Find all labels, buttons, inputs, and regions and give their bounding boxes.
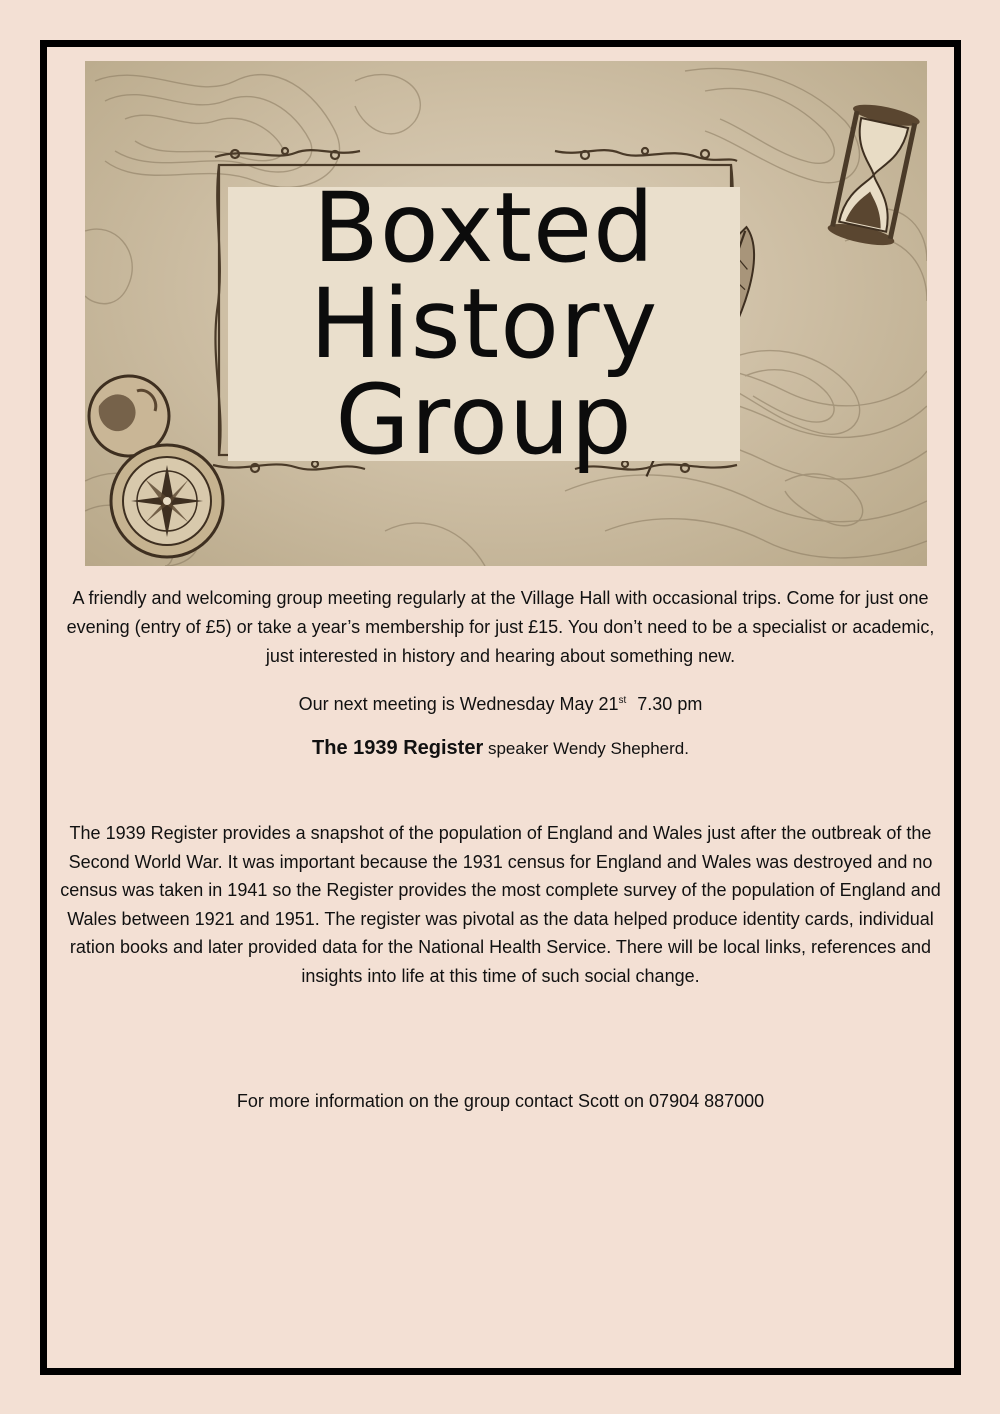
title-banner xyxy=(85,61,927,566)
title-line-2: History xyxy=(309,268,659,380)
next-meeting-line xyxy=(57,688,944,717)
globe-icon xyxy=(89,376,169,456)
next-meeting-date: Our next meeting is Wednesday May 21 xyxy=(298,694,619,714)
compass-icon xyxy=(111,445,223,557)
talk-speaker: speaker Wendy Shepherd. xyxy=(483,739,689,758)
talk-line xyxy=(57,733,944,765)
talk-description: The 1939 Register provides a snapshot of the population of England and Wales just after the outbreak of the Second World War. It was important because the 1931 census for England and Wales was destroyed and no census was taken in 1941 so the Register provides the most complete survey of the population of England and Wales between 1921 and 1951. The register was pivotal as the data helped produce identity cards, individual ration books and later provided data for the National Health Service. There will be local links, references and insights into life at this time of such social change. xyxy=(60,823,941,986)
title-line-1: Boxted xyxy=(312,172,656,284)
contact-line: For more information on the group contact Scott on 07904 887000 xyxy=(236,1091,765,1111)
intro-paragraph: A friendly and welcoming group meeting regularly at the Village Hall with occasional trips. Come for just one evening (entry of £5) or take a year’s membership for just £15. You don’t need to be a specialist or academic, just interested in history and hearing about something new. xyxy=(66,588,935,666)
date-ordinal: st xyxy=(618,695,627,706)
title-line-3: Group xyxy=(335,364,633,476)
talk-title: The 1939 Register xyxy=(312,737,484,759)
next-meeting-time: 7.30 pm xyxy=(637,694,703,714)
group-title xyxy=(228,172,740,476)
hourglass-icon xyxy=(826,100,921,249)
page-border xyxy=(40,40,961,1375)
